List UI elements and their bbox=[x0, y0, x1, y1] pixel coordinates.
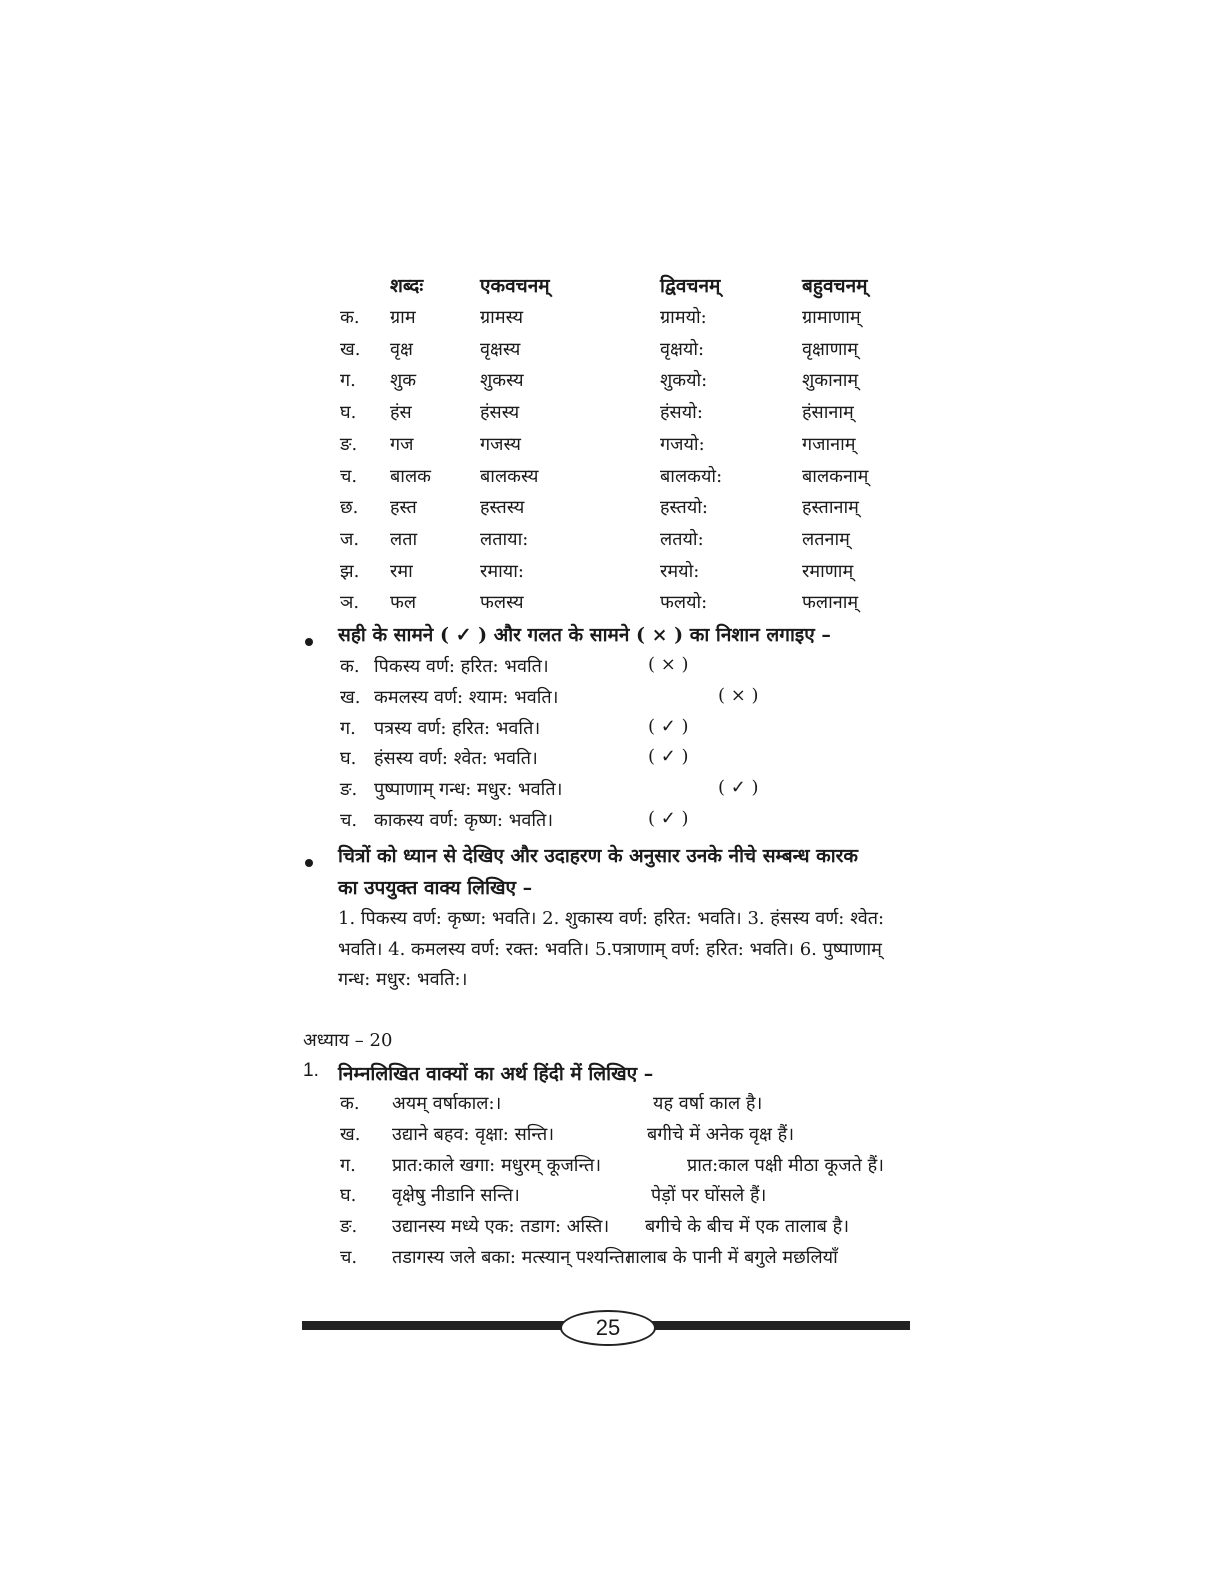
footer-bar-left bbox=[302, 1321, 564, 1330]
bahuvachan-cell: फलानाम् bbox=[802, 592, 859, 614]
dvivachan-cell: ग्रामयो: bbox=[660, 307, 707, 328]
word-cell: शुक bbox=[390, 370, 417, 392]
answer-line: गन्ध: मधुर: भवति:। bbox=[338, 969, 468, 990]
word-cell: वृक्ष bbox=[390, 338, 413, 360]
ekavachan-cell: रमाया: bbox=[480, 560, 524, 582]
word-cell: हस्त bbox=[390, 497, 417, 519]
word-cell: लता bbox=[390, 528, 418, 550]
answer-mark: ( ✓ ) bbox=[648, 808, 689, 829]
footer-bar-right bbox=[648, 1321, 910, 1330]
row-label: घ. bbox=[340, 402, 357, 424]
bahuvachan-cell: गजानाम् bbox=[802, 433, 856, 455]
answer-mark: ( ✓ ) bbox=[648, 746, 689, 768]
dvivachan-cell: शुकयो: bbox=[660, 370, 708, 392]
dvivachan-cell: लतयो: bbox=[660, 528, 704, 550]
bullet-icon bbox=[305, 638, 313, 646]
hindi-translation: तालाब के पानी में बगुले मछलियाँ bbox=[625, 1247, 838, 1268]
ekavachan-cell: ग्रामस्य bbox=[480, 307, 524, 328]
item-label: च. bbox=[340, 1247, 358, 1268]
statement-text: काकस्य वर्ण: कृष्ण: भवति। bbox=[374, 810, 554, 831]
dvivachan-cell: हंसयो: bbox=[660, 402, 703, 424]
bahuvachan-cell: वृक्षाणाम् bbox=[802, 338, 859, 360]
chapter-title: अध्याय – 20 bbox=[303, 1030, 393, 1051]
item-label: क. bbox=[340, 1093, 360, 1114]
row-label: क. bbox=[340, 307, 360, 328]
bahuvachan-cell: शुकानाम् bbox=[802, 370, 859, 392]
statement-text: कमलस्य वर्ण: श्याम: भवति। bbox=[374, 686, 559, 708]
bullet-icon bbox=[305, 859, 313, 867]
dvivachan-cell: रमयो: bbox=[660, 560, 700, 582]
header-dvivachan: द्विवचनम् bbox=[660, 275, 721, 297]
item-label: ग. bbox=[340, 1154, 356, 1176]
row-label: छ. bbox=[340, 497, 359, 519]
sanskrit-sentence: उद्यानस्य मध्ये एक: तडाग: अस्ति। bbox=[392, 1216, 610, 1238]
page-number: 25 bbox=[560, 1310, 656, 1346]
statement-text: पत्रस्य वर्ण: हरित: भवति। bbox=[374, 717, 541, 739]
bahuvachan-cell: लतनाम् bbox=[802, 528, 850, 550]
ekavachan-cell: फलस्य bbox=[480, 592, 524, 614]
row-label: च. bbox=[340, 465, 358, 487]
answer-mark: ( ✓ ) bbox=[718, 777, 759, 799]
word-cell: फल bbox=[390, 592, 417, 614]
hindi-translation: यह वर्षा काल है। bbox=[653, 1093, 763, 1114]
hindi-translation: पेड़ों पर घोंसले हैं। bbox=[651, 1185, 767, 1207]
answer-mark: ( ✓ ) bbox=[648, 715, 689, 737]
bahuvachan-cell: हंसानाम् bbox=[802, 402, 854, 424]
word-cell: बालक bbox=[390, 465, 431, 487]
item-label: घ. bbox=[340, 748, 357, 770]
item-label: ग. bbox=[340, 717, 356, 739]
row-label: ग. bbox=[340, 370, 356, 392]
ekavachan-cell: गजस्य bbox=[480, 433, 521, 455]
sanskrit-sentence: प्रात:काले खगा: मधुरम् कूजन्ति। bbox=[392, 1154, 602, 1176]
bahuvachan-cell: बालकनाम् bbox=[802, 465, 869, 487]
word-cell: हंस bbox=[390, 402, 412, 424]
ekavachan-cell: वृक्षस्य bbox=[480, 338, 521, 360]
word-cell: गज bbox=[390, 433, 414, 455]
dvivachan-cell: वृक्षयो: bbox=[660, 338, 705, 360]
bahuvachan-cell: रमाणाम् bbox=[802, 560, 854, 582]
dvivachan-cell: बालकयो: bbox=[660, 465, 723, 487]
dvivachan-cell: हस्तयो: bbox=[660, 497, 708, 519]
item-label: च. bbox=[340, 810, 358, 831]
ekavachan-cell: बालकस्य bbox=[480, 465, 539, 487]
bahuvachan-cell: ग्रामाणाम् bbox=[802, 307, 861, 328]
bahuvachan-cell: हस्तानाम् bbox=[802, 497, 859, 519]
question-number: 1. bbox=[303, 1060, 319, 1081]
header-ekavachan: एकवचनम् bbox=[480, 275, 550, 297]
tick-section-heading: सही के सामने ( ✓ ) और गलत के सामने ( × ) का निशान लगाइए – bbox=[338, 624, 831, 646]
ekavachan-cell: शुकस्य bbox=[480, 370, 524, 392]
header-bahuvachan: बहुवचनम् bbox=[802, 275, 868, 297]
answer-line: 1. पिकस्य वर्ण: कृष्ण: भवति। 2. शुकास्य वर्ण: हरित: भवति। 3. हंसस्य वर्ण: श्वेत: bbox=[338, 908, 885, 929]
statement-text: पुष्पाणाम् गन्ध: मधुर: भवति। bbox=[374, 779, 563, 801]
sanskrit-sentence: तडागस्य जले बका: मत्स्यान् पश्यन्ति। bbox=[392, 1247, 632, 1268]
word-cell: रमा bbox=[390, 560, 413, 582]
dvivachan-cell: गजयो: bbox=[660, 433, 705, 455]
word-cell: ग्राम bbox=[390, 307, 416, 328]
row-label: झ. bbox=[340, 560, 360, 582]
statement-text: हंसस्य वर्ण: श्वेत: भवति। bbox=[374, 748, 538, 770]
pictures-heading-line1: चित्रों को ध्यान से देखिए और उदाहरण के अनुसार उनके नीचे सम्बन्ध कारक bbox=[338, 845, 859, 867]
sanskrit-sentence: वृक्षेषु नीडानि सन्ति। bbox=[392, 1185, 520, 1207]
sanskrit-sentence: उद्याने बहव: वृक्षा: सन्ति। bbox=[392, 1123, 555, 1145]
question-text: निम्नलिखित वाक्यों का अर्थ हिंदी में लिखिए – bbox=[338, 1063, 654, 1085]
item-label: ख. bbox=[340, 1123, 361, 1145]
row-label: ज. bbox=[340, 528, 360, 550]
hindi-translation: बगीचे में अनेक वृक्ष हैं। bbox=[647, 1123, 795, 1145]
item-label: ङ. bbox=[340, 779, 358, 801]
ekavachan-cell: लताया: bbox=[480, 528, 529, 550]
pictures-heading-line2: का उपयुक्त वाक्य लिखिए – bbox=[338, 877, 533, 899]
sanskrit-sentence: अयम् वर्षाकाल:। bbox=[392, 1093, 502, 1114]
item-label: घ. bbox=[340, 1185, 357, 1207]
dvivachan-cell: फलयो: bbox=[660, 592, 708, 614]
item-label: ख. bbox=[340, 686, 361, 708]
ekavachan-cell: हस्तस्य bbox=[480, 497, 525, 519]
item-label: क. bbox=[340, 656, 360, 677]
row-label: ङ. bbox=[340, 433, 358, 455]
answer-line: भवति। 4. कमलस्य वर्ण: रक्त: भवति। 5.पत्राणाम् वर्ण: हरित: भवति। 6. पुष्पाणाम् bbox=[338, 939, 882, 960]
ekavachan-cell: हंसस्य bbox=[480, 402, 520, 424]
hindi-translation: प्रात:काल पक्षी मीठा कूजते हैं। bbox=[687, 1154, 884, 1176]
row-label: ञ. bbox=[340, 592, 360, 614]
answer-mark: ( × ) bbox=[648, 654, 689, 675]
statement-text: पिकस्य वर्ण: हरित: भवति। bbox=[374, 656, 549, 677]
answer-mark: ( × ) bbox=[718, 684, 759, 706]
item-label: ङ. bbox=[340, 1216, 358, 1238]
row-label: ख. bbox=[340, 338, 361, 360]
header-word: शब्दः bbox=[390, 275, 424, 297]
hindi-translation: बगीचे के बीच में एक तालाब है। bbox=[645, 1216, 850, 1238]
